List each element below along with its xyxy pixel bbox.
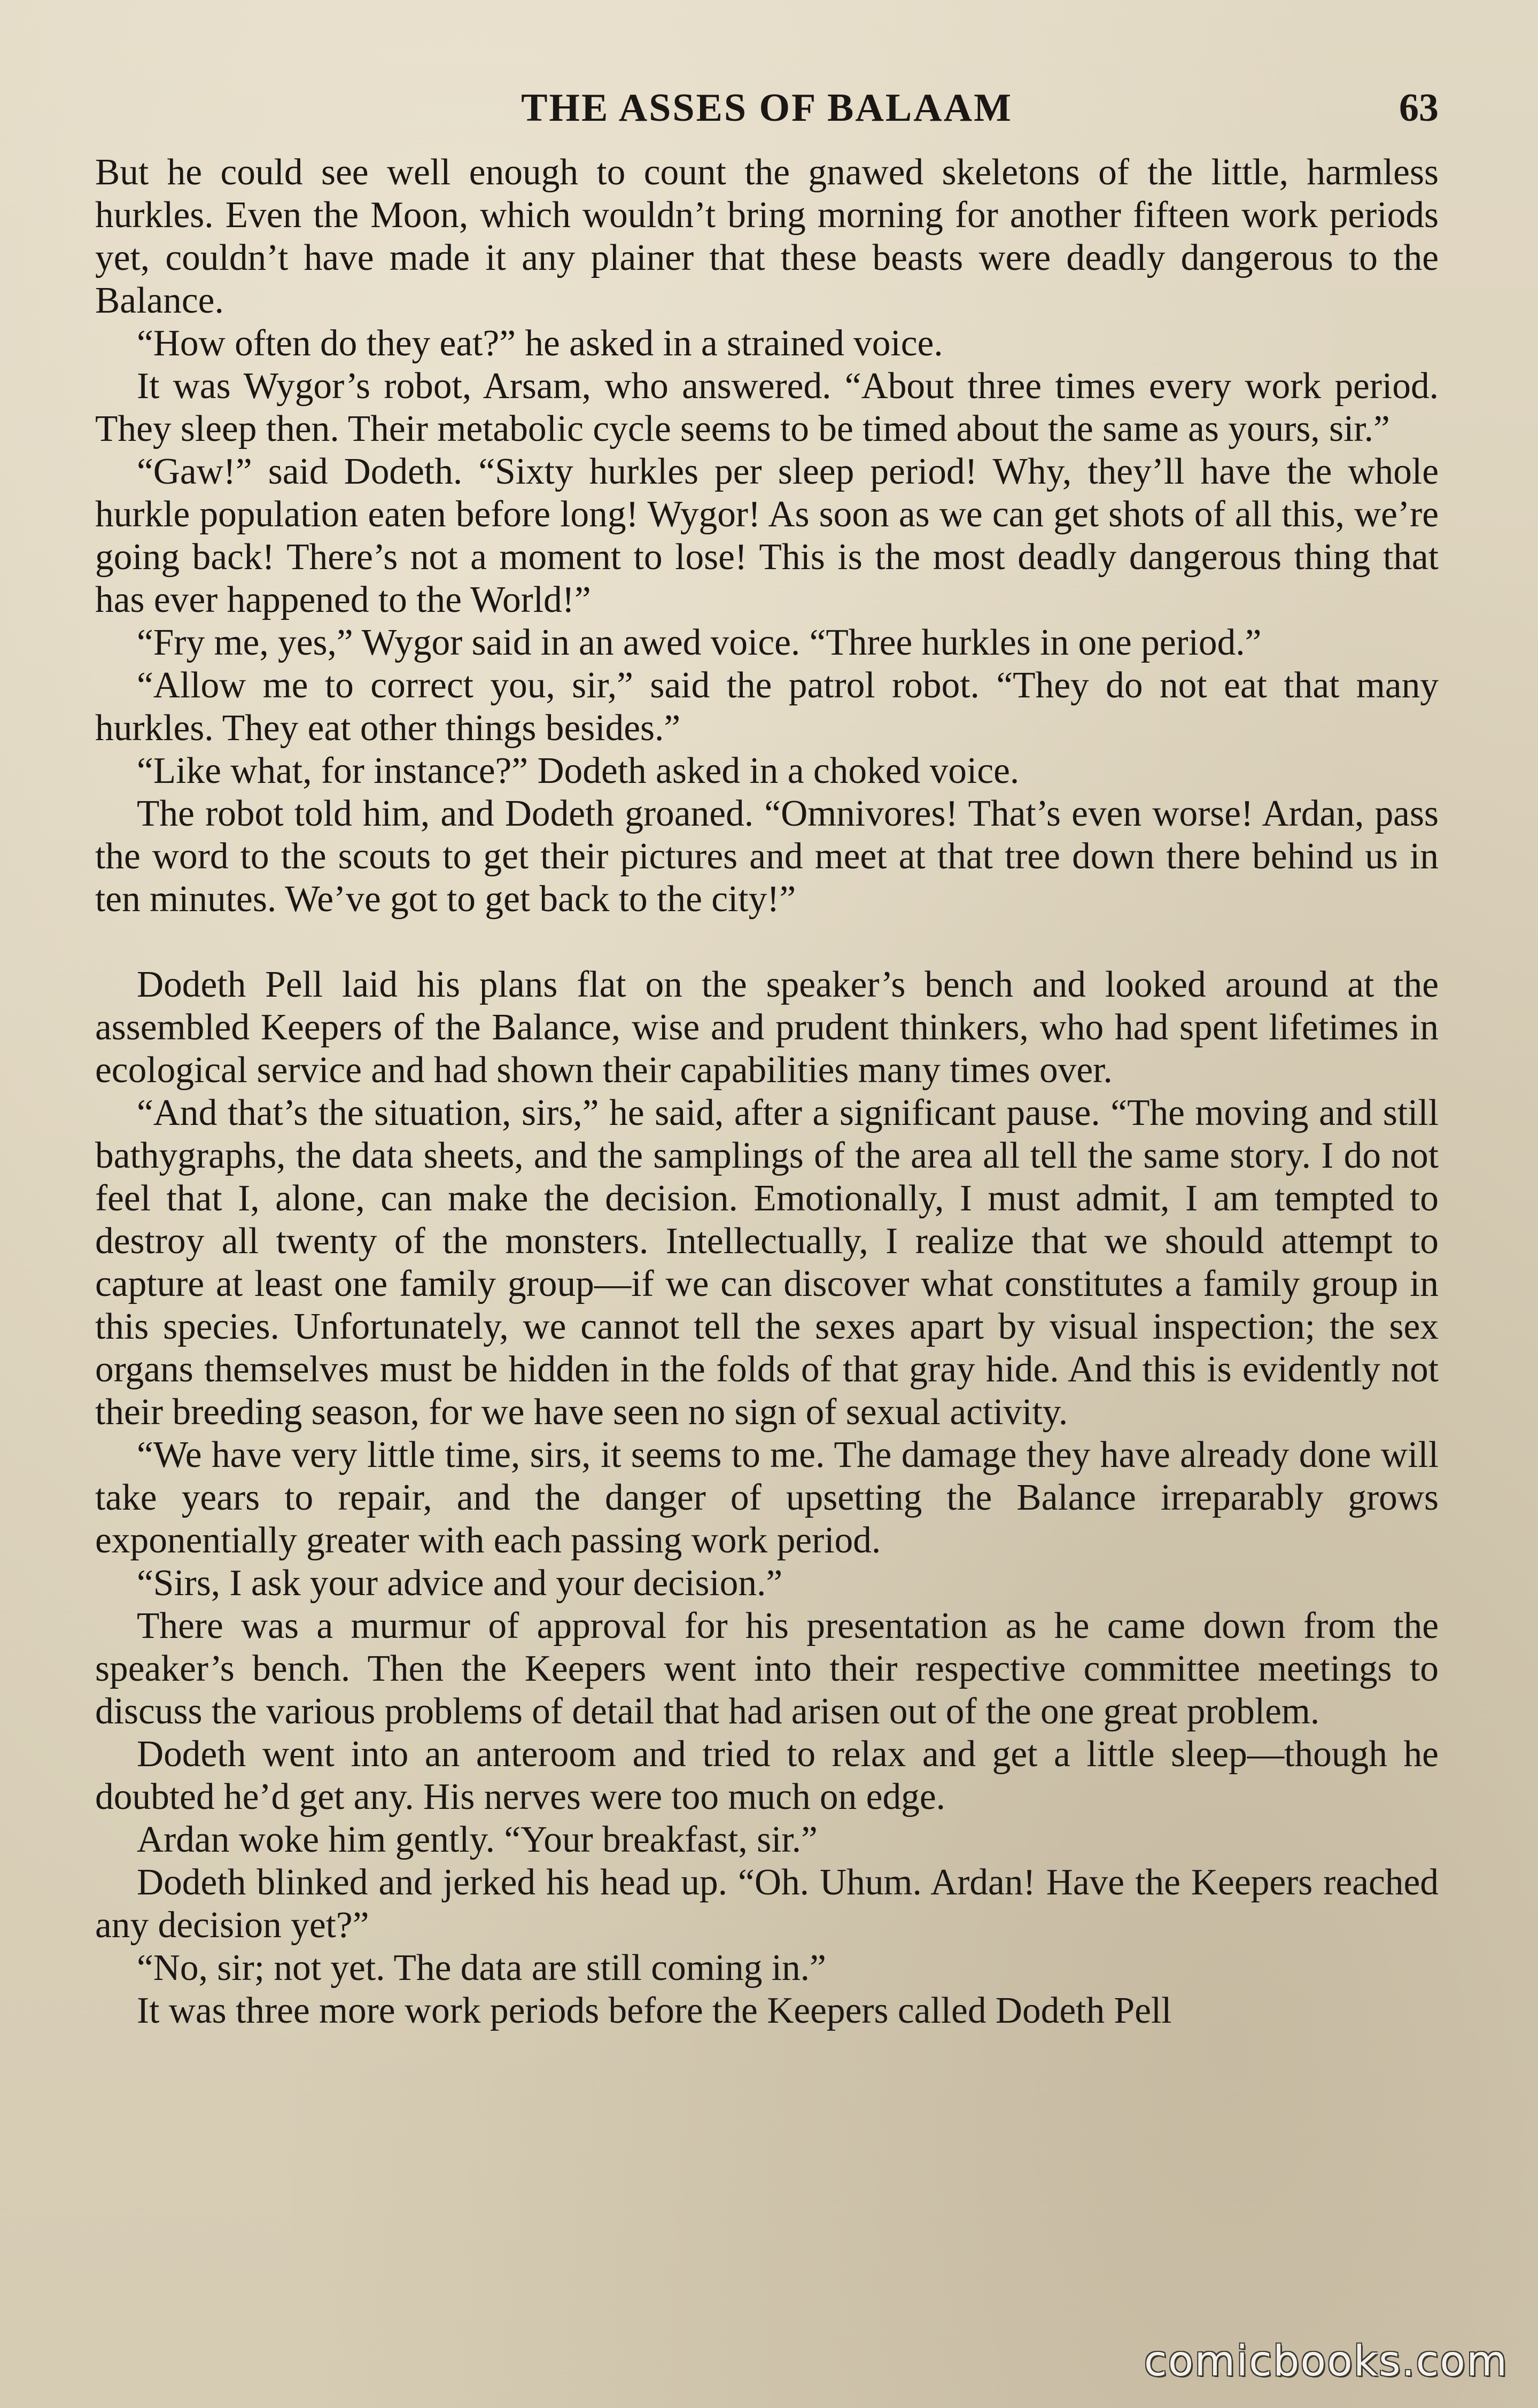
paragraph: “Sirs, I ask your advice and your decision.” <box>137 1563 783 1604</box>
section-break <box>95 921 1439 964</box>
paragraph: “No, sir; not yet. The data are still coming in.” <box>137 1947 826 1988</box>
paragraph: Dodeth went into an anteroom and tried to relax and get a little sleep—though he doubted he’d get any. His nerves were too much on edge. <box>95 1734 1439 1817</box>
paragraph: “And that’s the situation, sirs,” he said, after a significant pause. “The moving and still bathygraphs, the data sheets, and the samplings of the area all tell the same story. I do not feel that I, alone, can make the decision. Emotionally, I must admit, I am tempted to destroy all twenty of the monsters. Intellectually, I realize that we should attempt to capture at least one family group—if we can discover what constitutes a family group in this species. Unfortunately, we cannot tell the sexes apart by visual inspection; the sex organs themselves must be hidden in the folds of that gray hide. And this is evidently not their breeding season, for we have seen no sign of sexual activity. <box>95 1092 1439 1433</box>
paragraph: Dodeth Pell laid his plans flat on the speaker’s bench and looked around at the assembled Keepers of the Balance, wise and prudent thinkers, who had spent lifetimes in ecological service and had shown their capabilities many times over. <box>95 964 1439 1091</box>
paragraph: “How often do they eat?” he asked in a strained voice. <box>137 323 943 364</box>
watermark: comicbooks.com <box>1144 2337 1508 2386</box>
running-title: THE ASSES OF BALAAM <box>521 86 1013 130</box>
paragraph: “We have very little time, sirs, it seems to me. The damage they have already done will take years to repair, and the danger of upsetting the Balance irreparably grows exponentially greater with each passing work period. <box>95 1434 1439 1561</box>
page-number: 63 <box>1399 86 1439 130</box>
paragraph: “Like what, for instance?” Dodeth asked in a choked voice. <box>137 750 1020 791</box>
paragraph: Dodeth blinked and jerked his head up. “Oh. Uhum. Ardan! Have the Keepers reached any decision yet?” <box>95 1862 1439 1946</box>
paragraph: It was Wygor’s robot, Arsam, who answered. “About three times every work period. They sleep then. Their metabolic cycle seems to be timed about the same as yours, sir.” <box>95 366 1439 449</box>
paragraph: “Allow me to correct you, sir,” said the patrol robot. “They do not eat that many hurkles. They eat other things besides.” <box>95 665 1439 749</box>
body-text <box>95 151 1439 2032</box>
paragraph: The robot told him, and Dodeth groaned. “Omnivores! That’s even worse! Ardan, pass the word to the scouts to get their pictures and meet at that tree down there behind us in ten minutes. We’ve got to get back to the city!” <box>95 793 1439 920</box>
paragraph: “Fry me, yes,” Wygor said in an awed voice. “Three hurkles in one period.” <box>137 622 1262 663</box>
paragraph: “Gaw!” said Dodeth. “Sixty hurkles per sleep period! Why, they’ll have the whole hurkle population eaten before long! Wygor! As soon as we can get shots of all this, we’re going back! There’s not a moment to lose! This is the most deadly dangerous thing that has ever happened to the World!” <box>95 451 1439 620</box>
paragraph: There was a murmur of approval for his presentation as he came down from the speaker’s bench. Then the Keepers went into their respective committee meetings to discuss the various problems of detail that had arisen out of the one great problem. <box>95 1605 1439 1732</box>
paragraph: It was three more work periods before the Keepers called Dodeth Pell <box>137 1990 1172 2031</box>
paragraph: Ardan woke him gently. “Your breakfast, sir.” <box>137 1819 818 1860</box>
paragraph: But he could see well enough to count the gnawed skeletons of the little, harmless hurkles. Even the Moon, which wouldn’t bring morning for another fifteen work periods yet, couldn’t have made it any plainer that these beasts were deadly dangerous to the Balance. <box>95 152 1439 321</box>
running-head <box>95 80 1439 139</box>
